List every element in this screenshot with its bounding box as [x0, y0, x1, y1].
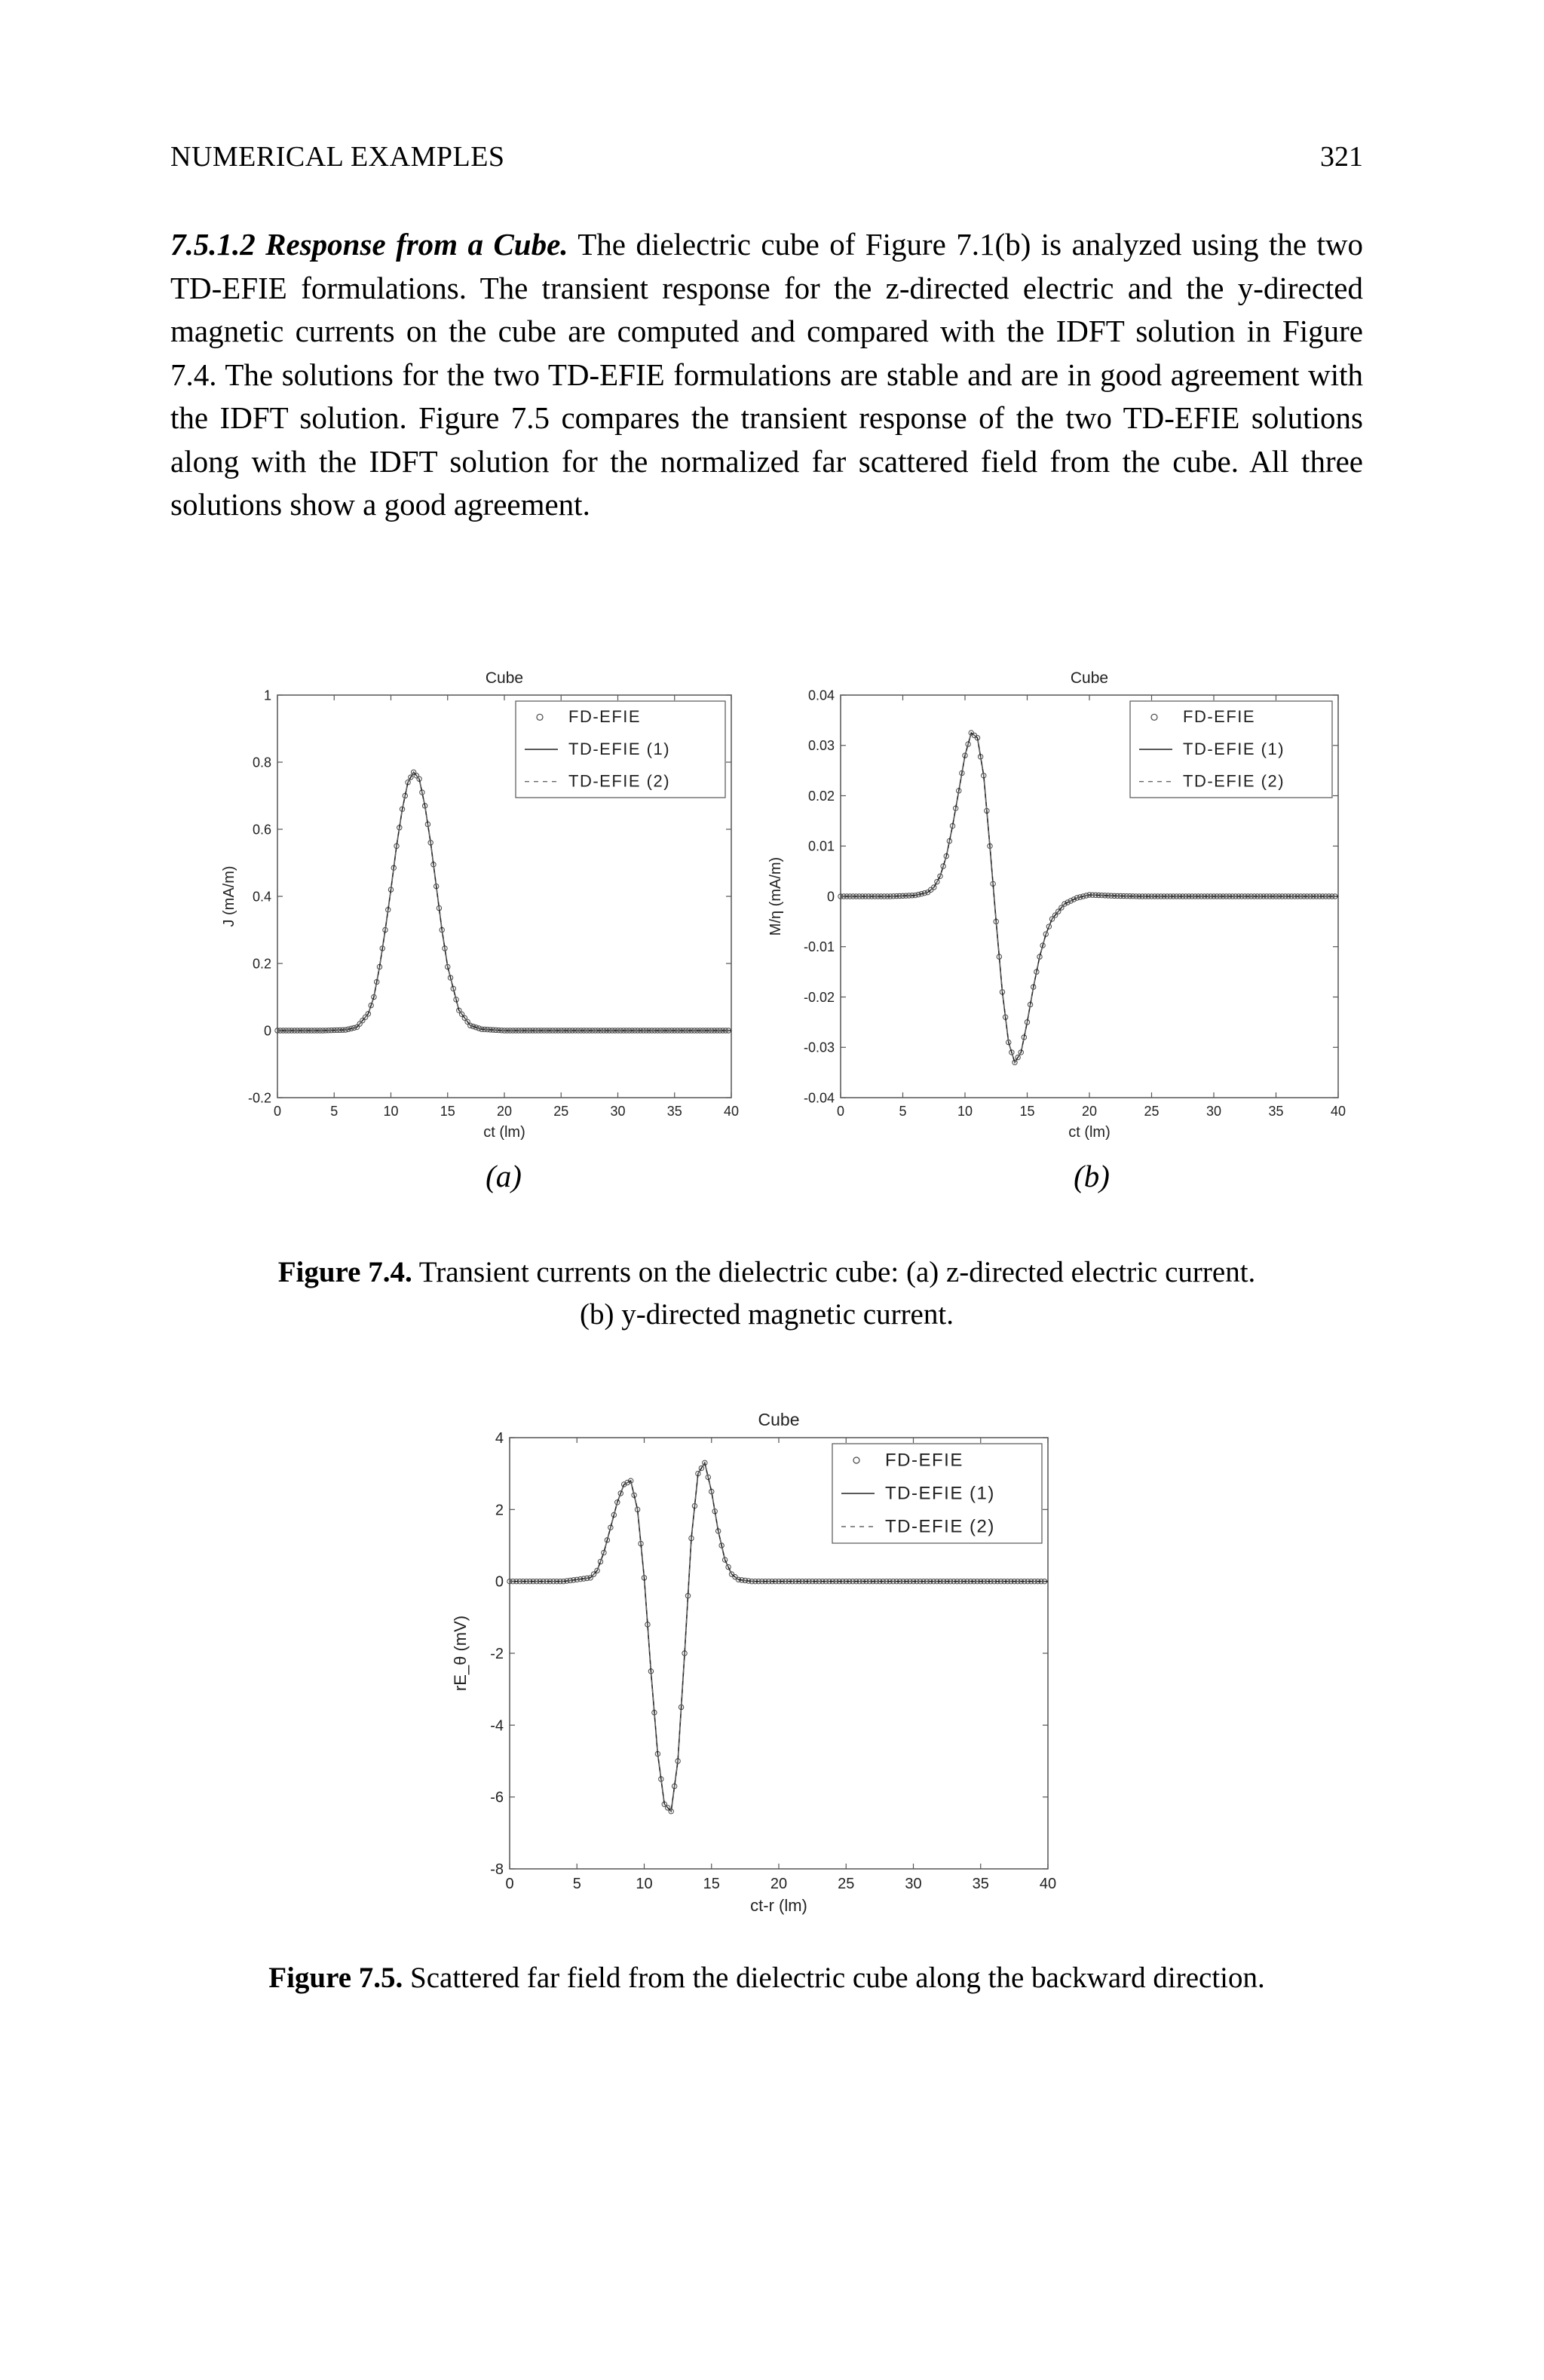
running-head: NUMERICAL EXAMPLES	[170, 141, 505, 173]
y-tick-label: 0	[826, 889, 835, 905]
x-tick-label: 40	[723, 1104, 740, 1119]
legend	[516, 701, 725, 798]
x-tick-label: 0	[505, 1876, 514, 1892]
figure-7-5-label: Figure 7.5.	[268, 1962, 403, 1994]
legend-label: TD-EFIE (1)	[568, 739, 671, 758]
y-tick-label: -4	[490, 1717, 504, 1735]
chart-title: Cube	[1070, 669, 1109, 687]
y-tick-label: 4	[495, 1430, 504, 1447]
y-tick-label: 0.8	[252, 755, 271, 770]
y-tick-label: -8	[490, 1861, 504, 1878]
legend-label: FD-EFIE	[885, 1450, 963, 1471]
y-tick-label: 0.01	[807, 838, 835, 854]
x-tick-label: 30	[905, 1876, 922, 1892]
legend-label: TD-EFIE (2)	[885, 1516, 995, 1537]
y-tick-label: 0.04	[807, 688, 835, 703]
figure-7-5-caption	[170, 1957, 1363, 1999]
y-tick-label: -0.02	[803, 989, 835, 1005]
section-heading: 7.5.1.2 Response from a Cube.	[170, 227, 568, 262]
x-tick-label: 10	[636, 1876, 653, 1892]
x-tick-label: 10	[383, 1104, 399, 1119]
y-tick-label: 2	[495, 1502, 504, 1519]
x-tick-label: 40	[1330, 1104, 1346, 1119]
x-tick-label: 0	[836, 1104, 845, 1119]
x-tick-label: 20	[1081, 1104, 1098, 1119]
legend	[1130, 701, 1332, 798]
y-tick-label: -0.01	[803, 939, 835, 955]
x-tick-label: 0	[273, 1104, 282, 1119]
legend-label: TD-EFIE (2)	[1183, 771, 1285, 791]
y-tick-label: -0.04	[803, 1090, 835, 1106]
chart-fig7-4b	[758, 656, 1368, 1146]
figure-7-4-caption-text: Transient currents on the dielectric cube: (a) z-directed electric current.	[418, 1256, 1256, 1288]
page-number: 321	[1320, 141, 1363, 173]
subcaption-a: (a)	[486, 1159, 522, 1193]
chart-fig7-4a	[219, 656, 777, 1146]
x-tick-label: 40	[1039, 1876, 1057, 1892]
x-tick-label: 35	[666, 1104, 682, 1119]
y-tick-label: 0.02	[807, 788, 835, 804]
x-tick-label: 20	[496, 1104, 513, 1119]
x-tick-label: 15	[440, 1104, 455, 1119]
y-tick-label: -6	[490, 1789, 504, 1806]
chart-title: Cube	[485, 669, 524, 687]
legend-label: TD-EFIE (2)	[568, 771, 671, 791]
x-tick-label: 20	[770, 1876, 788, 1892]
figure-7-5-caption-text: Scattered far field from the dielectric cube along the backward direction.	[410, 1962, 1265, 1994]
x-axis-label: ct-r (lm)	[750, 1896, 807, 1915]
x-tick-label: 5	[899, 1104, 907, 1119]
figure-7-4-caption	[170, 1251, 1363, 1336]
legend-label: FD-EFIE	[1183, 707, 1256, 727]
x-tick-label: 35	[972, 1876, 989, 1892]
y-tick-label: 0.4	[252, 889, 271, 905]
x-tick-label: 15	[1019, 1104, 1035, 1119]
y-axis-label: rE_θ (mV)	[451, 1615, 470, 1692]
figure-7-4-label: Figure 7.4.	[277, 1256, 412, 1288]
y-tick-label: 0.2	[252, 956, 271, 972]
y-tick-label: -0.03	[803, 1040, 835, 1055]
paragraph-text: The dielectric cube of Figure 7.1(b) is analyzed using the two TD-EFIE formulations. The transient response for the z-directed electric and the y-directed magnetic currents on the cube are computed and compared with the IDFT solution in Figure 7.4. The solutions for the two TD-EFIE formulations are stable and are in good agreement with the IDFT solution. Figure 7.5 compares the transient response of the two TD-EFIE solutions along with the IDFT solution for the normalized far scattered field from the cube. All three solutions show a good agreement.	[170, 227, 1363, 522]
x-tick-label: 5	[330, 1104, 339, 1119]
legend	[832, 1444, 1042, 1543]
y-tick-label: 0.6	[252, 822, 271, 838]
x-tick-label: 5	[572, 1876, 581, 1892]
x-tick-label: 35	[1268, 1104, 1284, 1119]
chart-fig7-5	[430, 1398, 1078, 1915]
body-paragraph	[170, 223, 1363, 527]
y-axis-label: M/η (mA/m)	[767, 856, 784, 936]
x-tick-label: 25	[1144, 1104, 1160, 1119]
figure-7-4-caption-line1	[170, 1251, 1363, 1294]
y-axis-label: J (mA/m)	[221, 865, 237, 927]
x-axis-label: ct (lm)	[483, 1124, 525, 1141]
x-tick-label: 30	[1205, 1104, 1222, 1119]
y-tick-label: 0.03	[807, 738, 835, 754]
y-tick-label: -2	[490, 1646, 504, 1662]
legend-label: TD-EFIE (1)	[1183, 739, 1285, 758]
x-tick-label: 25	[553, 1104, 569, 1119]
y-tick-label: -0.2	[247, 1090, 271, 1106]
legend-label: TD-EFIE (1)	[885, 1483, 995, 1504]
x-tick-label: 25	[838, 1876, 855, 1892]
x-tick-label: 15	[703, 1876, 720, 1892]
figure-7-4-caption-line2: (b) y-directed magnetic current.	[580, 1298, 954, 1331]
x-tick-label: 10	[957, 1104, 973, 1119]
chart-title: Cube	[758, 1410, 800, 1429]
y-tick-label: 0	[495, 1573, 504, 1591]
subcaption-b: (b)	[1074, 1159, 1110, 1193]
y-tick-label: 0	[263, 1023, 271, 1039]
page-header	[170, 140, 1363, 178]
x-tick-label: 30	[610, 1104, 626, 1119]
legend-label: FD-EFIE	[568, 707, 642, 727]
x-axis-label: ct (lm)	[1068, 1124, 1111, 1141]
y-tick-label: 1	[263, 688, 271, 703]
